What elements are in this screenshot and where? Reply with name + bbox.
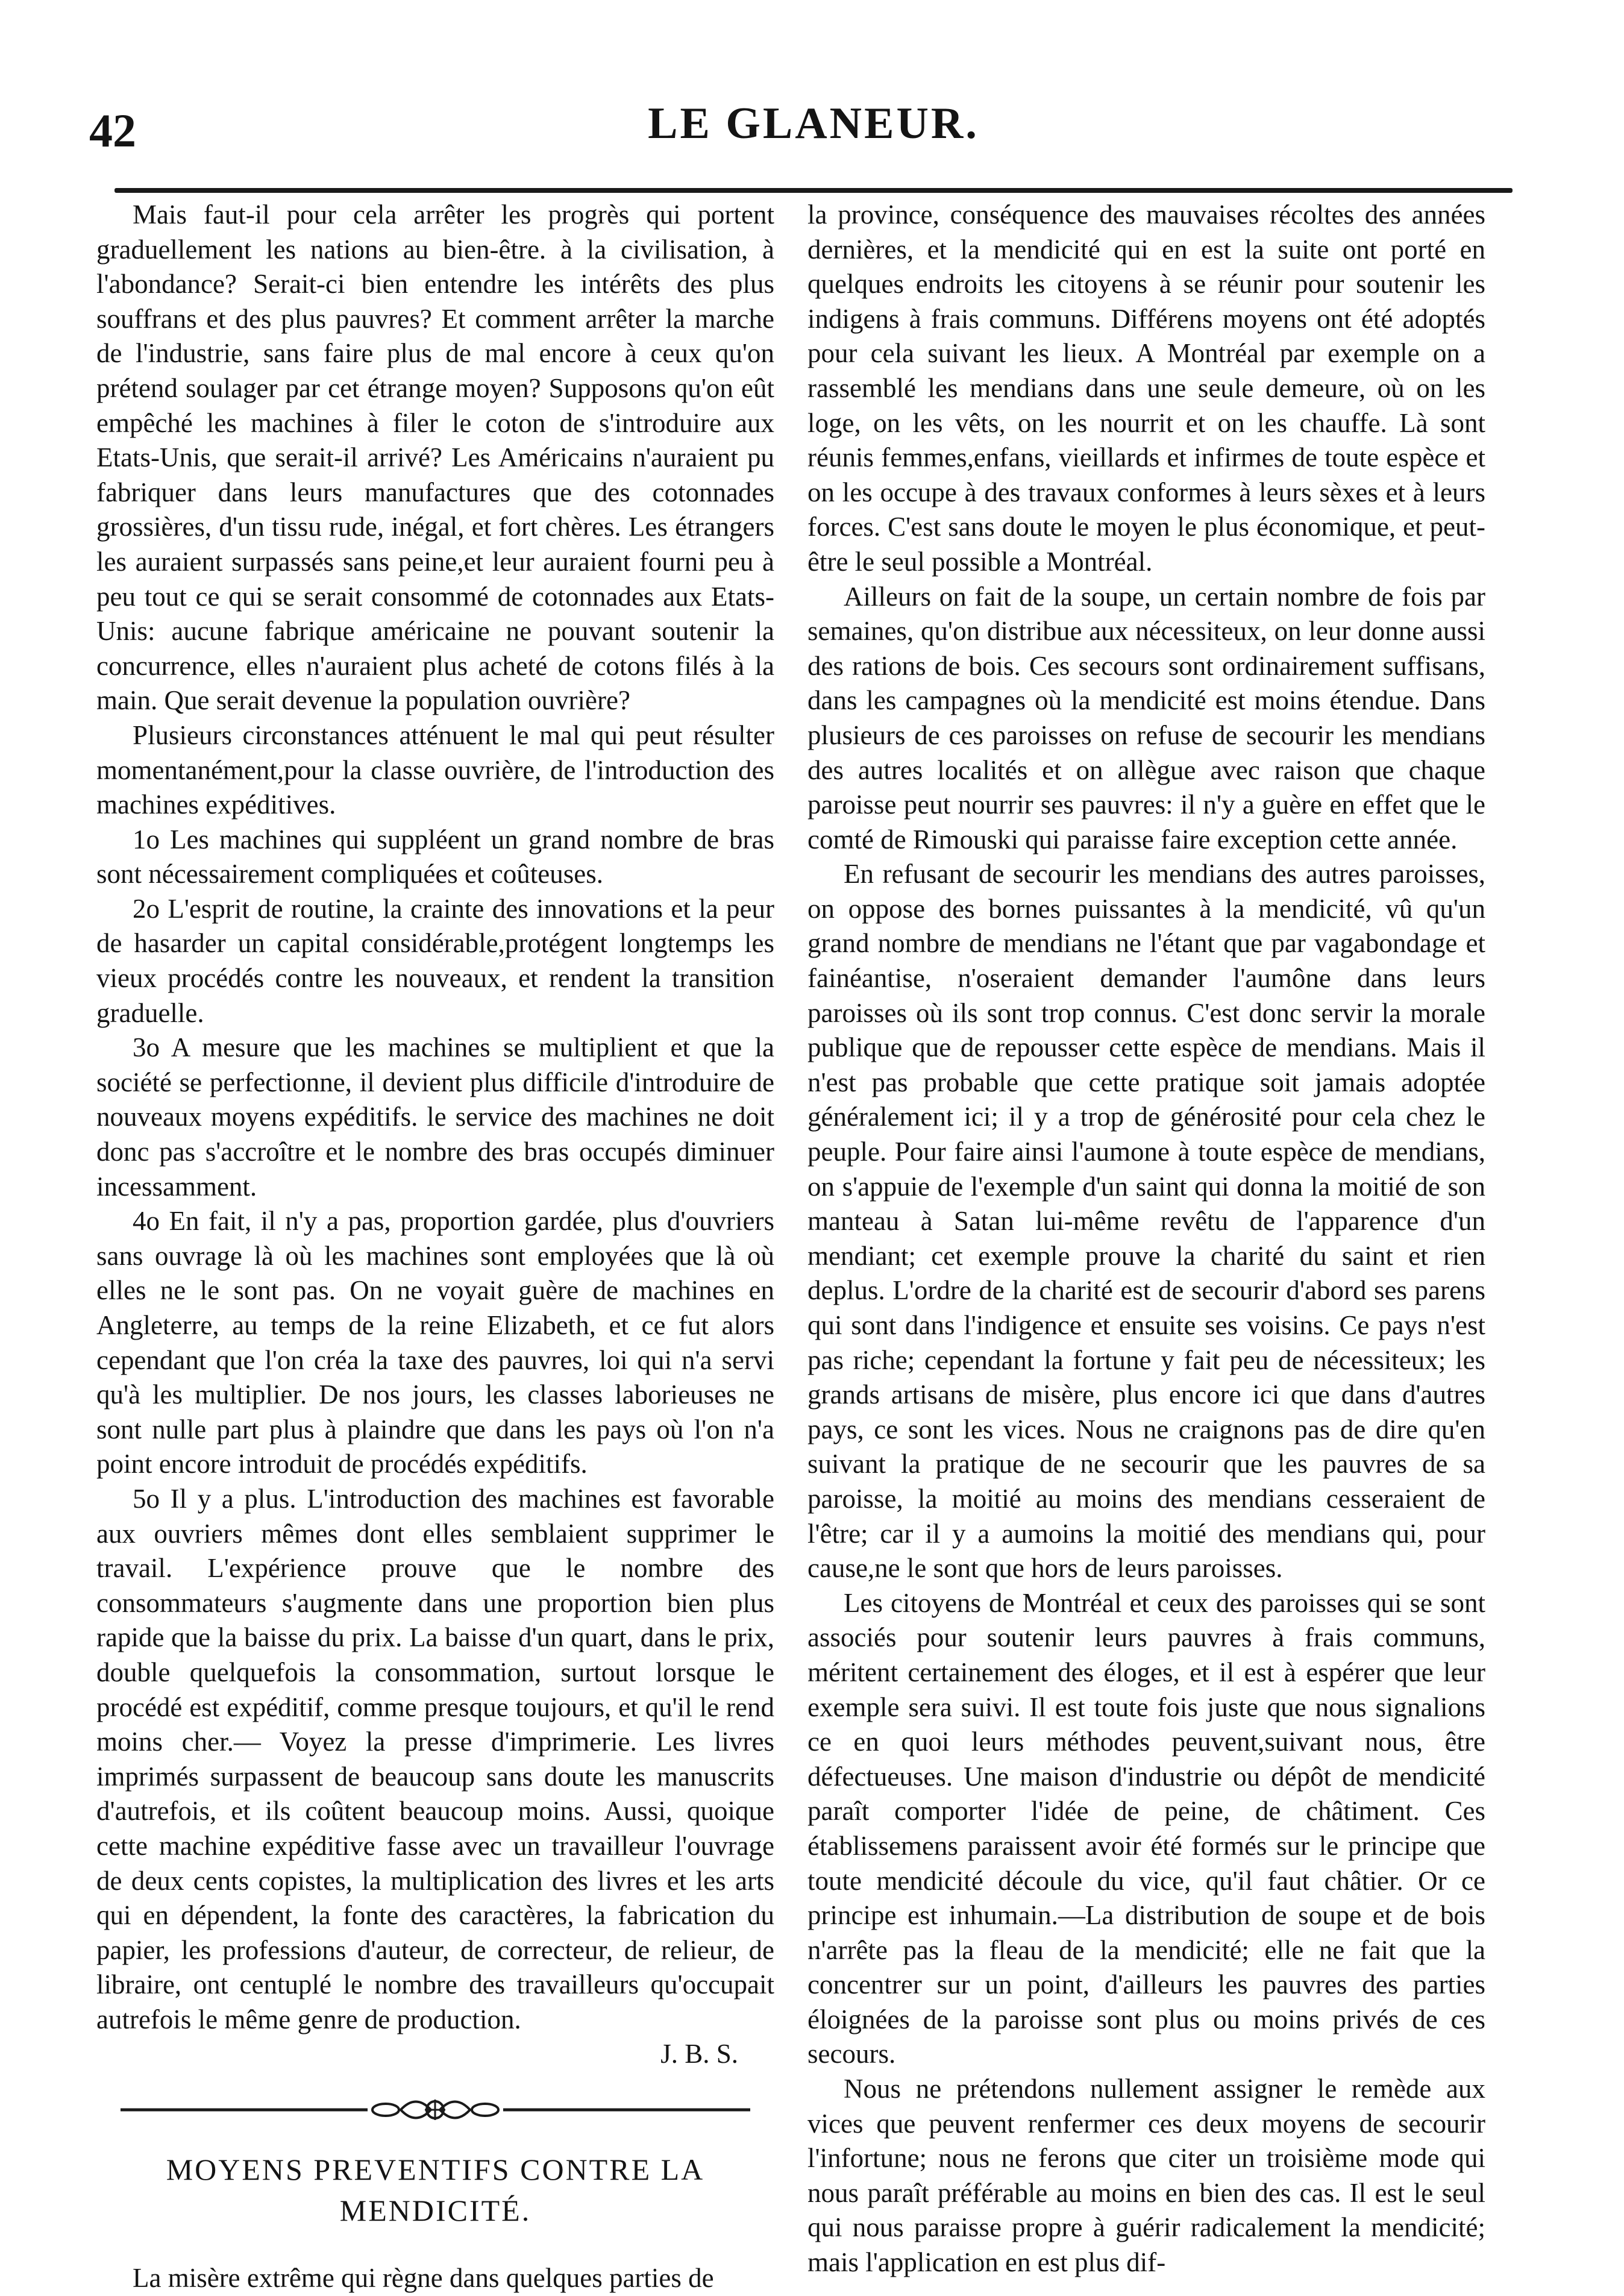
paragraph: 3o A mesure que les machines se multiplient et que la société se perfectionne, il devient plus difficile d'introduire de nouveaux moyens expéditifs. le service des machines ne doit donc pas s'accroître et le nombre des bras occupés diminuer incessamment. — [96, 1032, 774, 1202]
paragraph: La misère extrême qui règne dans quelques parties de — [133, 2263, 714, 2294]
paragraph: Plusieurs circonstances atténuent le mal qui peut résulter momentanément,pour la classe ouvrière, de l'introduction des machines expéditives. — [96, 720, 774, 820]
right-column — [807, 198, 1485, 2280]
paragraph: Nous ne prétendons nullement assigner le remède aux vices que peuvent renfermer ces deux moyens de secourir l'infortune; nous ne ferons que citer un troisième mode qui nous paraît préférable au moins en bien des cas. Il est le seul qui nous paraisse propre à guérir radicalement la mendicité; mais l'application en est plus dif- — [807, 2074, 1485, 2278]
page-number: 42 — [89, 104, 136, 157]
paragraph: 5o Il y a plus. L'introduction des machines est favorable aux ouvriers mêmes dont elles semblaient supprimer le travail. L'expérience prouve que le nombre des consommateurs s'augmente dans une proportion bien plus rapide que la baisse du prix. La baisse d'un quart, dans le prix, double quelquefois la consommation, surtout lorsque le procédé est expéditif, comme presque toujours, et qu'il le rend moins cher.— Voyez la presse d'imprimerie. Les livres imprimés surpassent de beaucoup sans doute les manuscrits d'autrefois, et ils coûtent beaucoup moins. Aussi, quoique cette machine expéditive fasse avec un travailleur l'ouvrage de deux cents copistes, la multiplication des livres et les arts qui en dépendent, la fonte des caractères, la fabrication du papier, les professions d'auteur, de correcteur, de relieur, de libraire, ont centuplé le nombre des travailleurs qu'occupait autrefois le même genre de production. — [96, 1483, 774, 2034]
section-heading-line: MENDICITÉ. — [339, 2194, 531, 2228]
paragraph: Les citoyens de Montréal et ceux des paroisses qui se sont associés pour soutenir leurs pauvres à frais communs, méritent certainement des éloges, et il est à espérer que leur exemple sera suivi. Il est toute fois juste que nous signalions ce en quoi leurs méthodes peuvent,suivant nous, être défectueuses. Une maison d'industrie ou dépôt de mendicité paraît comporter l'idée de peine, de châtiment. Ces établissemens paraissent avoir été formés sur le principe que toute mendicité découle du vice, qu'il faut châtier. Or ce principe est inhumain.—La distribution de soupe et de bois n'arrête pas la fleau de la mendicité; elle ne fait que la concentrer sur un point, d'ailleurs les pauvres des parties éloignées de la paroisse sont plus ou moins privés de ces secours. — [807, 1587, 1485, 2069]
left-column — [96, 198, 774, 2296]
paragraph: la province, conséquence des mauvaises récoltes des années dernières, et la mendicité qui en est la suite ont porté en quelques endroits les citoyens à se réunir pour soutenir les indigens à frais communs. Différens moyens ont été adoptés pour cela suivant les lieux. A Montréal par exemple on a rassemblé les mendians dans une seule demeure, où on les loge, on les vêts, on les nourrit et on les chauffe. Là sont réunis femmes,enfans, vieillards et infirmes de toute espèce et on les occupe à des travaux conformes à leurs sèxes et à leurs forces. C'est sans doute le moyen le plus économique, et peut-être le seul possible a Montréal. — [807, 199, 1485, 577]
paragraph: En refusant de secourir les mendians des autres paroisses, on oppose des bornes puissantes à la mendicité, vû qu'un grand nombre de mendians ne l'étant que par vagabondage et fainéantise, n'oseraient demander l'aumône dans leurs paroisses où ils sont trop connus. C'est donc servir la morale publique que de repousser cette espèce de mendians. Mais il n'est pas probable que cette pratique soit jamais adoptée généralement ici; il y a trop de générosité pour cela chez le peuple. Pour faire ainsi l'aumone à toute espèce de mendians, on s'appuie de l'exemple d'un saint qui donna la moitié de son manteau à Satan lui-même revêtu de l'apparence d'un mendiant; cet exemple prouve la charité du saint et rien deplus. L'ordre de la charité est de secourir d'abord ses parens qui sont dans l'indigence et ensuite ses voisins. Ce pays n'est pas riche; cependant la fortune y fait peu de nécessiteux; les grands artisans de misère, plus encore ici que dans d'autres pays, ce sont les vices. Nous ne craignons pas de dire qu'en suivant la pratique de ne secourir que les pauvres de sa paroisse, la moitié au moins des mendians cesseraient de l'être; car il y a aumoins la moitié des mendians qui, pour cause,ne le sont que hors de leurs paroisses. — [807, 859, 1485, 1584]
section-heading-line: MOYENS PREVENTIFS CONTRE LA — [166, 2153, 705, 2187]
journal-title: LE GLANEUR. — [648, 99, 979, 148]
ornamental-divider — [96, 2089, 774, 2131]
author-signature: J. B. S. — [660, 2039, 738, 2069]
header-rule — [114, 188, 1513, 193]
paragraph: 4o En fait, il n'y a pas, proportion gardée, plus d'ouvriers sans ouvrage là où les machines sont employées que là où elles ne le sont pas. On ne voyait guère de machines en Angleterre, au temps de la reine Elizabeth, et ce fut alors cependant que l'on créa la taxe des pauvres, loi qui n'a servi qu'à les multiplier. De nos jours, les classes laborieuses ne sont nulle part plus à plaindre que dans les pays où l'on n'a point encore introduit de procédés expéditifs. — [96, 1206, 774, 1479]
paragraph: Mais faut-il pour cela arrêter les progrès qui portent graduellement les nations au bien-être. à la civilisation, à l'abondance? Serait-ci bien entendre les intérêts des plus souffrans et des plus pauvres? Et comment arrêter la marche de l'industrie, sans faire plus de mal encore à ceux qu'on prétend soulager par cet étrange moyen? Supposons qu'on eût empêché les machines à filer le coton de s'introduire aux Etats-Unis, que serait-il arrivé? Les Américains n'auraient pu fabriquer dans leurs manufactures que des cotonnades grossières, d'un tissu rude, inégal, et fort chères. Les étrangers les auraient surpassés sans peine,et leur auraient fourni peu à peu tout ce qui se serait consommé de cotonnades aux Etats-Unis: aucune fabrique américaine ne pouvant soutenir la concurrence, elles n'auraient plus acheté de cotons filés à la main. Que serait devenue la population ouvrière? — [96, 199, 774, 716]
paragraph: Ailleurs on fait de la soupe, un certain nombre de fois par semaines, qu'on distribue aux nécessiteux, on leur donne aussi des rations de bois. Ces secours sont ordinairement suffisans, dans les campagnes où la mendicité est moins étendue. Dans plusieurs de ces paroisses on refuse de secourir les mendians des autres localités et on allègue avec raison que chaque paroisse peut nourrir ses pauvres: il n'y a guère en effet que le comté de Rimouski qui paraisse faire exception cette année. — [807, 581, 1485, 855]
section-heading — [96, 2149, 774, 2231]
paragraph: 2o L'esprit de routine, la crainte des innovations et la peur de hasarder un capital considérable,protégent longtemps les vieux procédés contre les nouveaux, et rendent la transition graduelle. — [96, 893, 774, 1028]
paragraph: 1o Les machines qui suppléent un grand nombre de bras sont nécessairement compliquées et coûteuses. — [96, 824, 774, 889]
